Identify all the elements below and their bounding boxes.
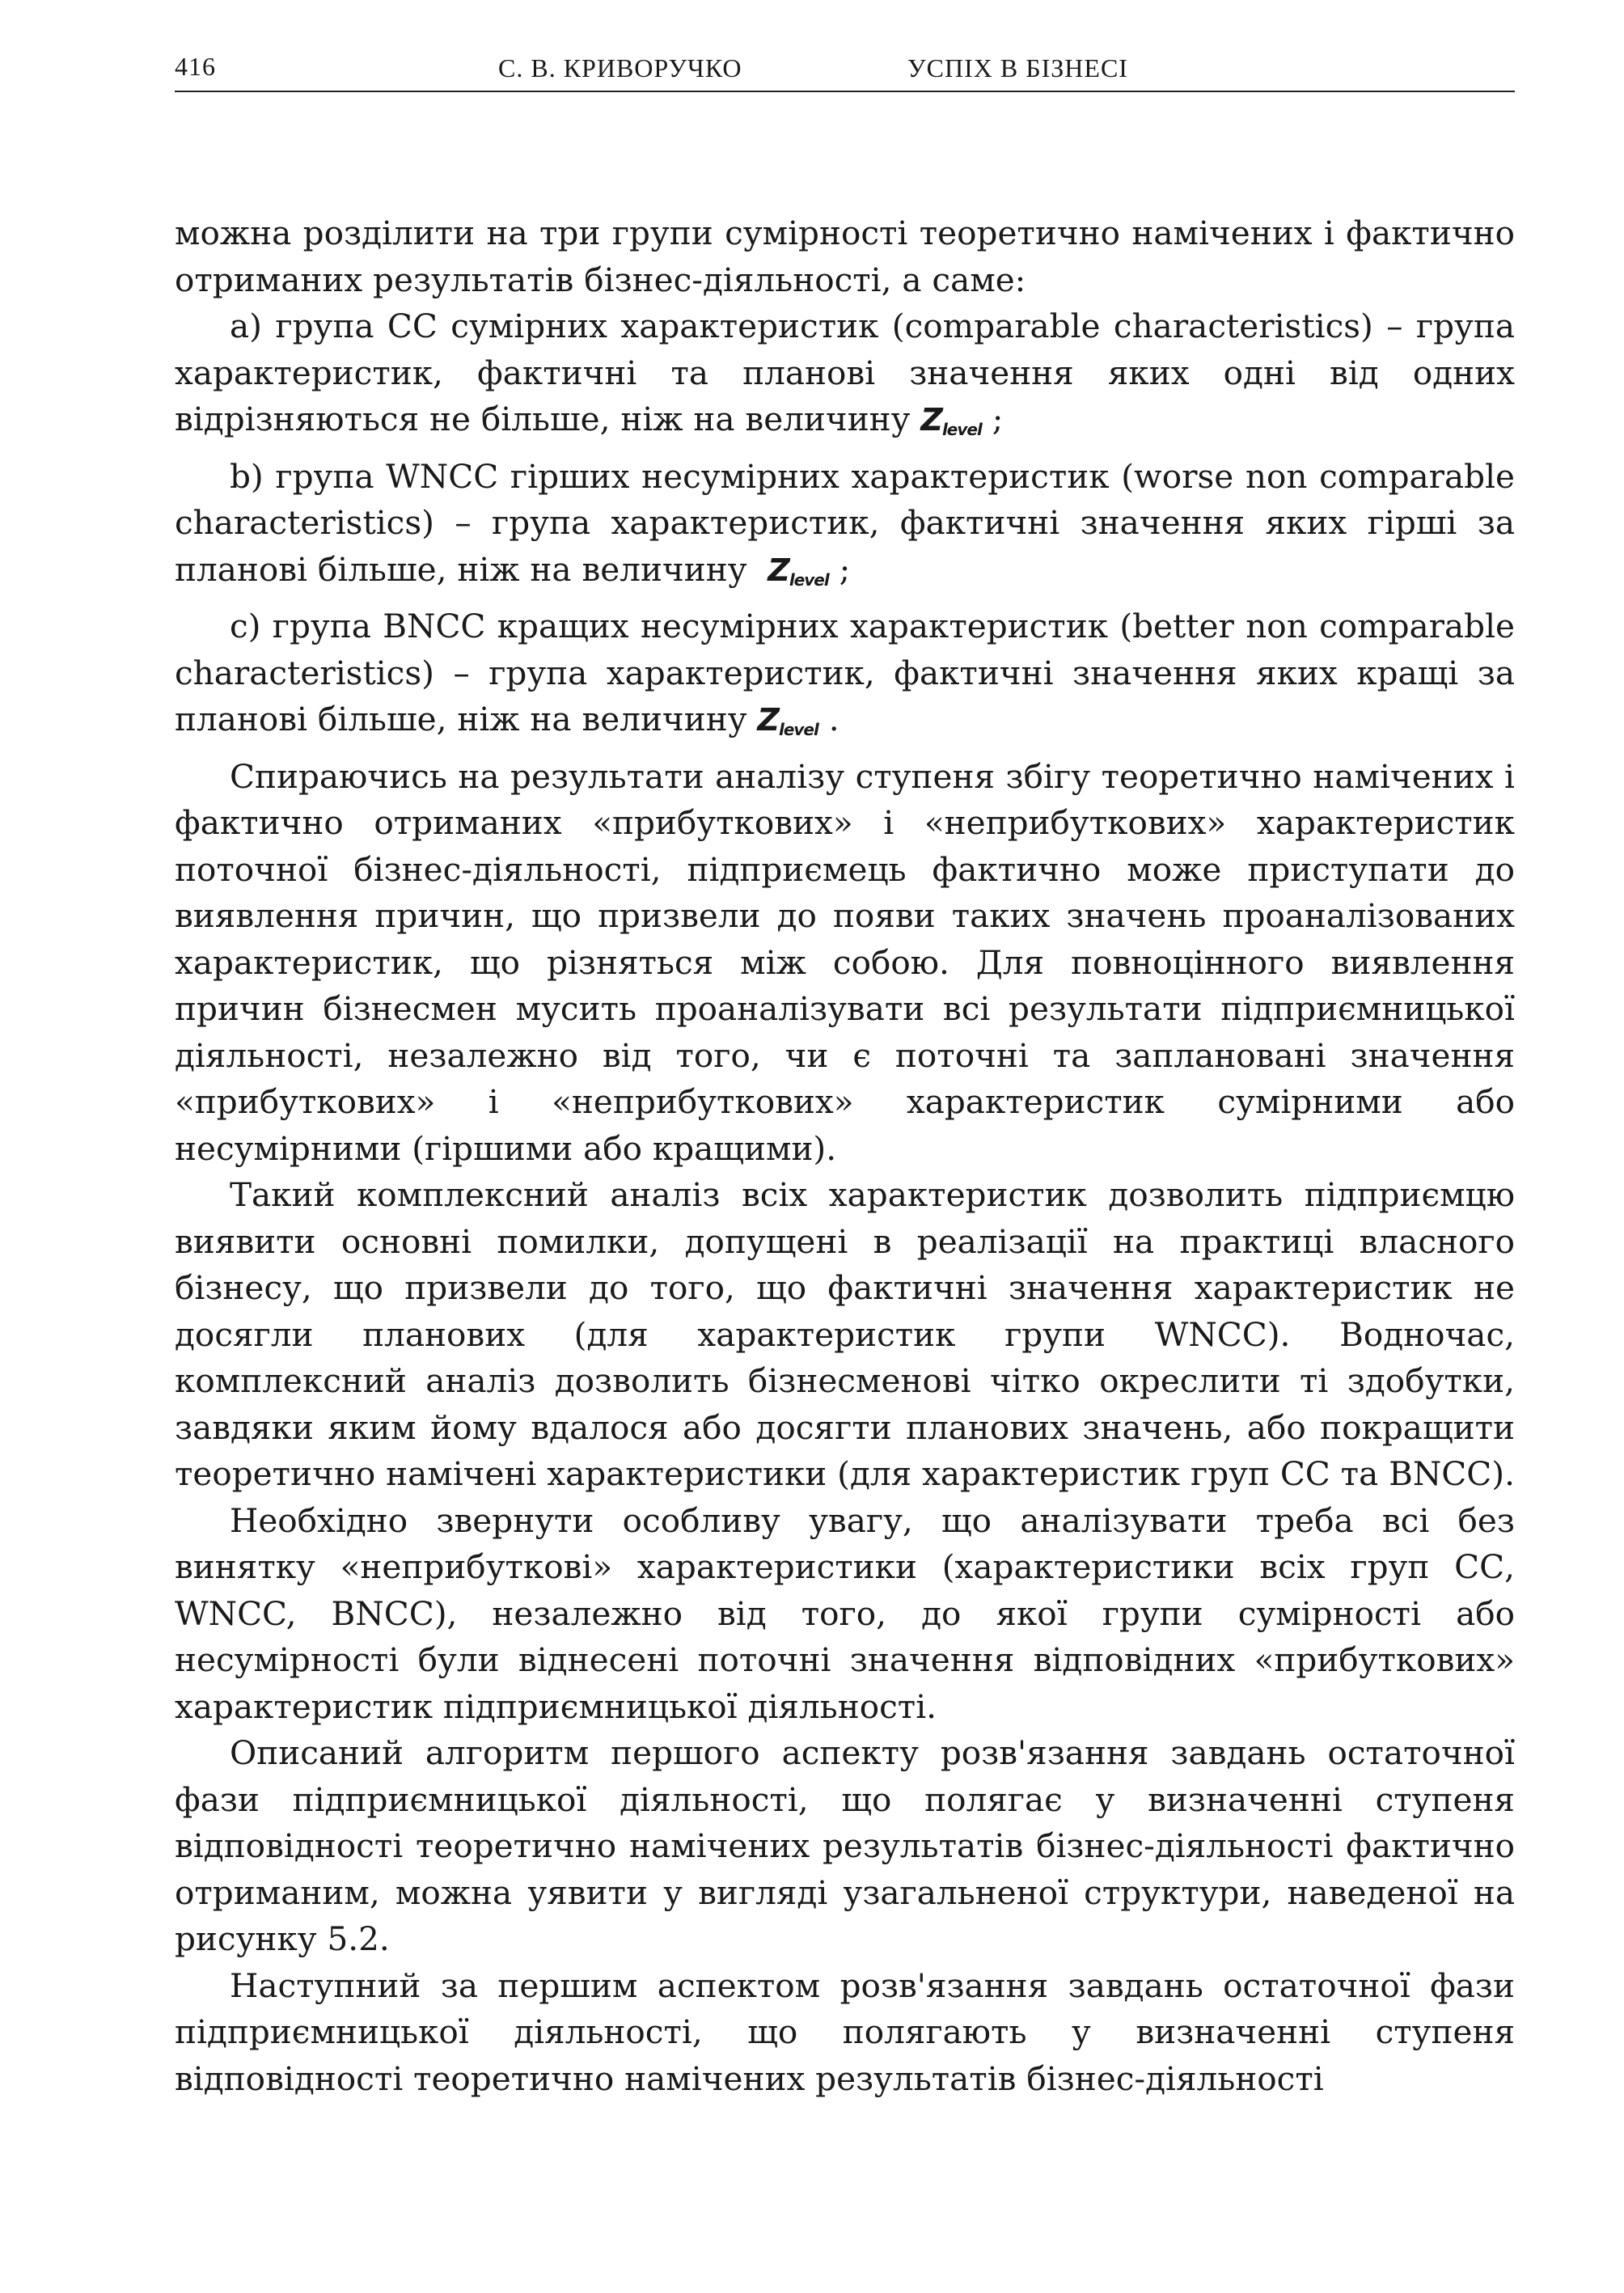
paragraph-text: а) група СС сумірних характеристик (comparable characteristics) – група характеристик, фактичні та планові значення яких одні від одних відрізняються не більше, ніж на величину	[175, 307, 1515, 438]
paragraph-text: Такий комплексний аналіз всіх характеристик дозволить підприємцю виявити основні помилки, допущені в реалізації на практиці власного бізнесу, що призвели до того, що фактичні значення характеристик не досягли планових (для характеристик групи WNCC). Водночас, комплексний аналіз дозволить бізнесменові чітко окреслити ті здобутки, завдяки яким йому вдалося або досягти планових значень, або покращити теоретично намічені характеристики (для характеристик груп СС та BNCC).	[175, 1175, 1515, 1493]
paragraph-text: Спираючись на результати аналізу ступеня збігу теоретично намічених і фактично отриманих «прибуткових» і «неприбуткових» характеристик поточної бізнес-діяльності, підприємець фактично може приступати до виявлення причин, що призвели до появи таких значень проаналізованих характеристик, що різняться між собою. Для повноцінного виявлення причин бізнесмен мусить проаналізувати всі результати підприємницької діяльності, незалежно від того, чи є поточні та заплановані значення «прибуткових» і «неприбуткових» характеристик сумірними або несумірними (гіршими або кращими).	[175, 756, 1515, 1168]
running-header	[175, 49, 1515, 92]
punctuation: .	[828, 700, 839, 738]
book-page	[175, 49, 1515, 2102]
paragraph-group-cc	[175, 303, 1515, 454]
paragraph	[175, 1963, 1515, 2103]
z-level-symbol: $Z_{level}$	[757, 702, 818, 739]
punctuation: ;	[992, 400, 1004, 438]
paragraph-group-wncc	[175, 454, 1515, 604]
paragraph-text: Наступний за першим аспектом розв'язання завдань остаточної фази підприємницької діяльності, що полягають у визначенні ступеня відповідності теоретично намічених результатів бізнес-діяльності	[175, 1965, 1515, 2098]
z-level-symbol: $Z_{level}$	[920, 402, 982, 439]
header-title: УСПІХ В БІЗНЕСІ	[907, 53, 1128, 82]
body-text	[175, 210, 1515, 2102]
page-number: 416	[175, 52, 216, 81]
paragraph	[175, 1498, 1515, 1731]
paragraph	[175, 1730, 1515, 1963]
paragraph-text: b) група WNCC гірших несумірних характеристик (worse non comparable characteristics) – група характеристик, фактичні значення яких гірші за планові більше, ніж на величину	[175, 456, 1515, 589]
paragraph	[175, 754, 1515, 1173]
paragraph	[175, 1172, 1515, 1498]
paragraph-text: Описаний алгоритм першого аспекту розв'язання завдань остаточної фази підприємницької діяльності, що полягає у визначенні ступеня відповідності теоретично намічених результатів бізнес-діяльності фактично отриманим, можна уявити у вигляді узагальненої структури, наведеної на рисунку 5.2.	[175, 1733, 1515, 1958]
punctuation: ;	[839, 549, 851, 589]
z-level-symbol: $Z_{level}$	[768, 552, 829, 590]
paragraph-text: Необхідно звернути особливу увагу, що аналізувати треба всі без винятку «неприбуткові» характеристики (характеристики всіх груп СС, WNCC, BNCC), незалежно від того, до якої групи сумірності або несумірності були віднесені поточні значення відповідних «прибуткових» характеристик підприємницької діяльності.	[175, 1500, 1515, 1726]
paragraph	[175, 210, 1515, 303]
header-author: С. В. КРИВОРУЧКО	[498, 53, 742, 82]
paragraph-text: c) група BNCC кращих несумірних характеристик (better non comparable characteristics) – група характеристик, фактичні значення яких кращі за планові більше, ніж на величину	[175, 607, 1515, 738]
paragraph-text: можна розділити на три групи сумірності теоретично намічених і фактично отриманих результатів бізнес-діяльності, а саме:	[175, 214, 1515, 299]
paragraph-group-bncc	[175, 603, 1515, 754]
